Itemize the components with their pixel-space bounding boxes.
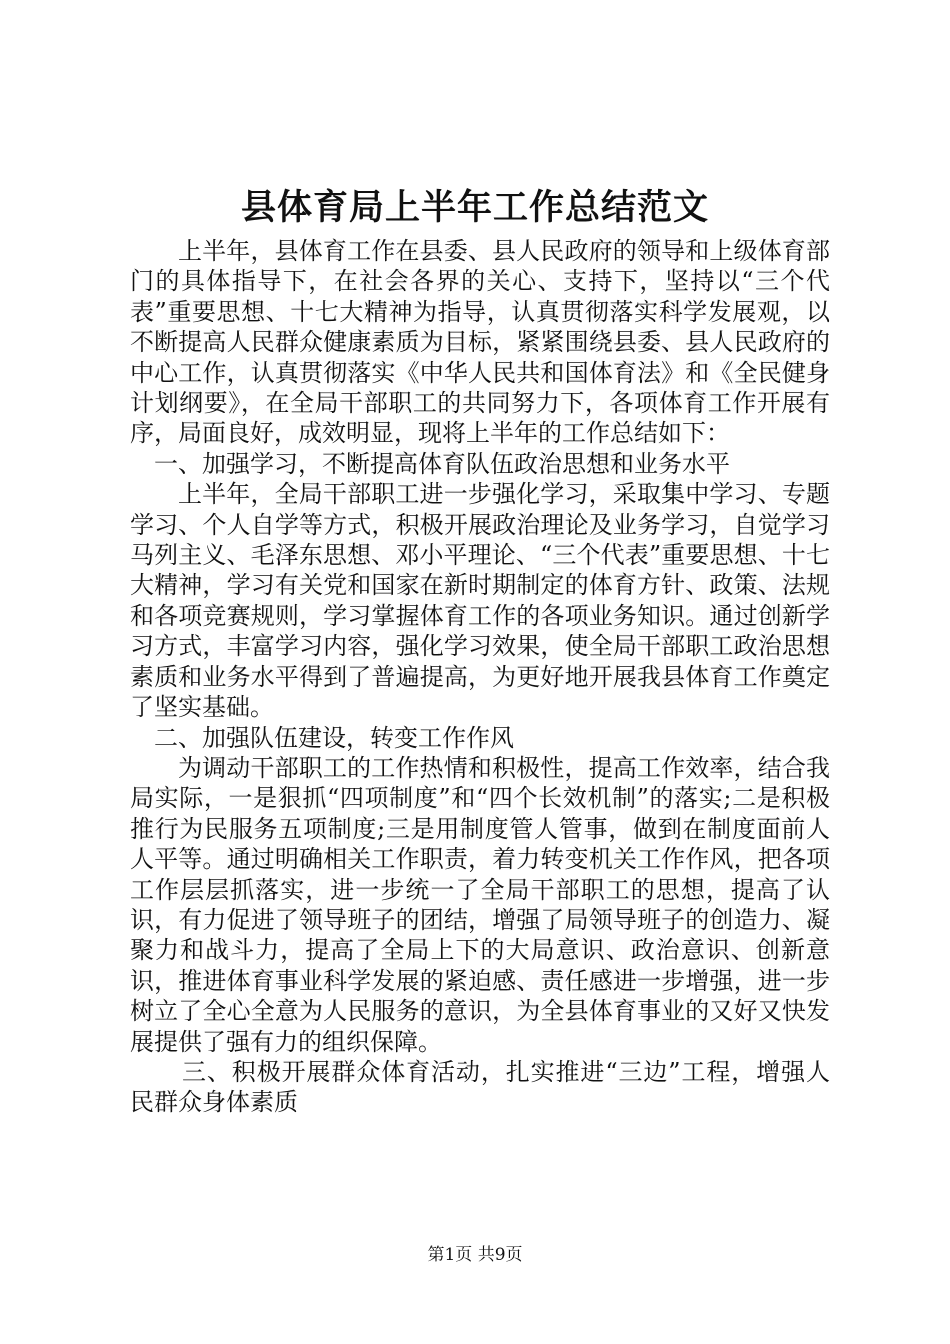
section-heading-2: 二、加强队伍建设，转变工作作风 [154, 723, 514, 752]
intro-paragraph: 上半年，县体育工作在县委、县人民政府的领导和上级体育部门的具体指导下，在社会各界的关心、支持下，坚持以“三个代表”重要思想、十七大精神为指导，认真贯彻落实科学发展观，以不断提高人民群众健康素质为目标，紧紧围绕县委、县人民政府的中心工作，认真贯彻落实《中华人民共和国体育法》和《全民健身计划纲要》，在全局干部职工的共同努力下，各项体育工作开展有序，局面良好，成效明显，现将上半年的工作总结如下： [130, 237, 830, 448]
section-heading-3: 三、积极开展群众体育活动，扎实推进“三边”工程，增强人民群众身体素质 [130, 1057, 830, 1117]
page-footer: 第1页 共9页 [427, 1245, 523, 1265]
document-body [130, 236, 830, 1118]
section-heading-1: 一、加强学习，不断提高体育队伍政治思想和业务水平 [154, 449, 730, 478]
section-paragraph-2: 为调动干部职工的工作热情和积极性，提高工作效率，结合我局实际，一是狠抓“四项制度”和“四个长效机制”的落实;二是积极推行为民服务五项制度;三是用制度管人管事，做到在制度面前人人平等。通过明确相关工作职责，着力转变机关工作作风，把各项工作层层抓落实，进一步统一了全局干部职工的思想，提高了认识，有力促进了领导班子的团结，增强了局领导班子的创造力、凝聚力和战斗力，提高了全局上下的大局意识、政治意识、创新意识，推进体育事业科学发展的紧迫感、责任感进一步增强，进一步树立了全心全意为人民服务的意识，为全县体育事业的又好又快发展提供了强有力的组织保障。 [130, 753, 830, 1056]
section-paragraph-1: 上半年，全局干部职工进一步强化学习，采取集中学习、专题学习、个人自学等方式，积极开展政治理论及业务学习，自觉学习马列主义、毛泽东思想、邓小平理论、“三个代表”重要思想、十七大精神，学习有关党和国家在新时期制定的体育方针、政策、法规和各项竞赛规则，学习掌握体育工作的各项业务知识。通过创新学习方式，丰富学习内容，强化学习效果，使全局干部职工政治思想素质和业务水平得到了普遍提高，为更好地开展我县体育工作奠定了坚实基础。 [130, 480, 830, 722]
document-title: 县体育局上半年工作总结范文 [240, 188, 709, 228]
